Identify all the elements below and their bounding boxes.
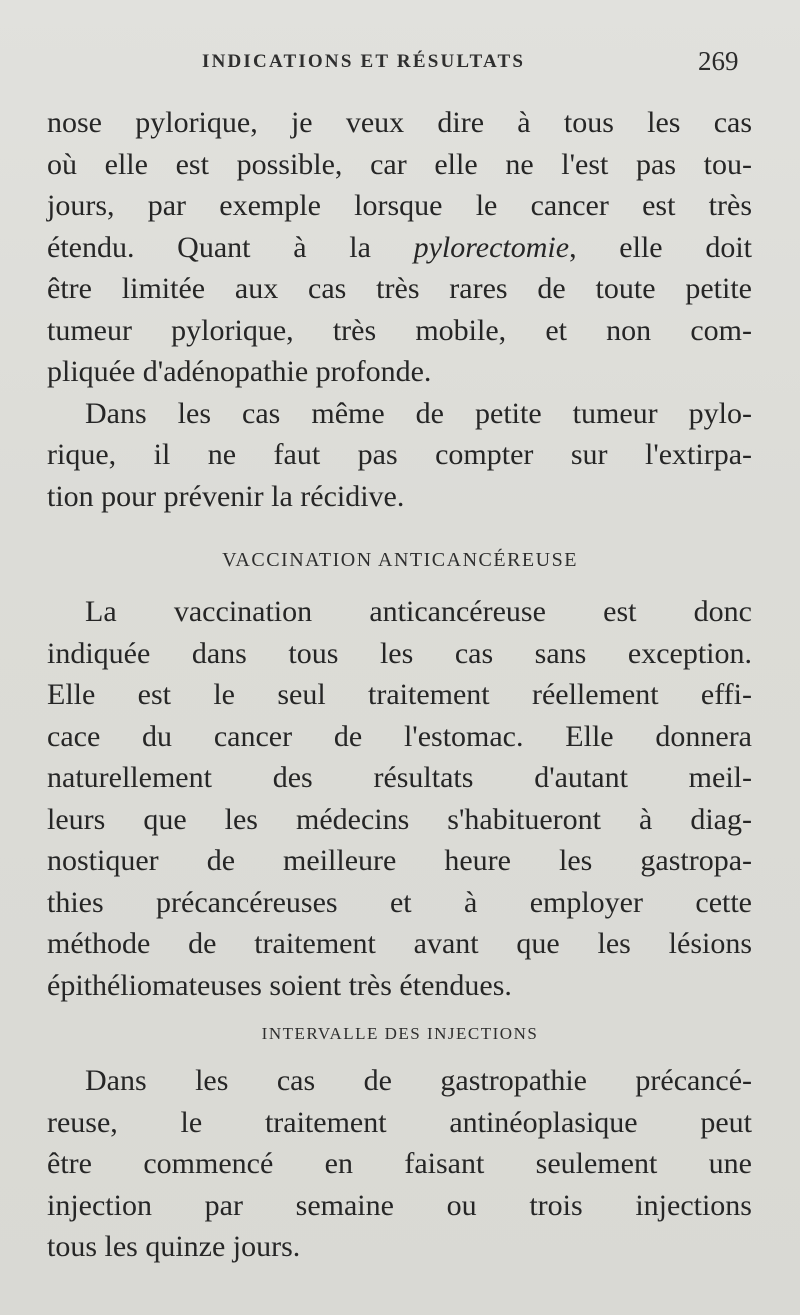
section-heading-vaccination: VACCINATION ANTICANCÉREUSE xyxy=(222,549,578,571)
page-header xyxy=(0,46,800,86)
section-heading-intervalle: INTERVALLE DES INJECTIONS xyxy=(261,1024,539,1043)
text-line: où elle est possible, car elle ne l'est pas tou- xyxy=(47,147,752,181)
italic-term: pylorectomie xyxy=(413,230,570,264)
text-line: thies précancéreuses et à employer cette xyxy=(47,885,752,919)
text-line: La vaccination anticancéreuse est donc xyxy=(85,595,752,628)
text-line: Dans les cas de gastropathie précancé- xyxy=(85,1064,752,1097)
text-line: être limitée aux cas très rares de toute petite xyxy=(47,272,752,305)
text-line: pliquée d'adénopathie profonde. xyxy=(47,355,432,388)
text-line: méthode de traitement avant que les lésions xyxy=(47,927,752,960)
text-line: cace du cancer de l'estomac. Elle donnera xyxy=(47,719,752,753)
text-segment: , elle doit xyxy=(569,230,752,264)
text-line: Dans les cas même de petite tumeur pylo- xyxy=(85,396,752,430)
text-line: nose pylorique, je veux dire à tous les cas xyxy=(47,106,752,139)
paragraph-block-3 xyxy=(47,1060,752,1268)
paragraph-block-2 xyxy=(47,591,752,1006)
text-line: nostiquer de meilleure heure les gastropa- xyxy=(47,844,752,877)
text-line: épithéliomateuses soient très étendues. xyxy=(47,968,512,1002)
text-line: tous les quinze jours. xyxy=(47,1230,301,1263)
text-line: reuse, le traitement antinéoplasique peut xyxy=(47,1105,752,1139)
text-segment: étendu. Quant à la xyxy=(47,230,414,264)
text-line xyxy=(47,227,752,269)
text-line: être commencé en faisant seulement une xyxy=(47,1147,752,1180)
page-number: 269 xyxy=(698,46,739,76)
text-line: indiquée dans tous les cas sans exception. xyxy=(47,636,752,670)
text-line: leurs que les médecins s'habitueront à diag- xyxy=(47,802,752,836)
text-line: injection par semaine ou trois injections xyxy=(47,1188,752,1222)
text-line: tion pour prévenir la récidive. xyxy=(47,479,405,513)
paragraph-block-1 xyxy=(47,102,752,517)
text-line: tumeur pylorique, très mobile, et non com- xyxy=(47,313,752,347)
text-line: Elle est le seul traitement réellement effi- xyxy=(47,678,752,711)
text-line: rique, il ne faut pas compter sur l'extirpa- xyxy=(47,438,752,471)
text-line: jours, par exemple lorsque le cancer est très xyxy=(47,189,752,222)
text-line: naturellement des résultats d'autant meil- xyxy=(47,761,752,794)
running-title: INDICATIONS ET RÉSULTATS xyxy=(202,51,526,72)
